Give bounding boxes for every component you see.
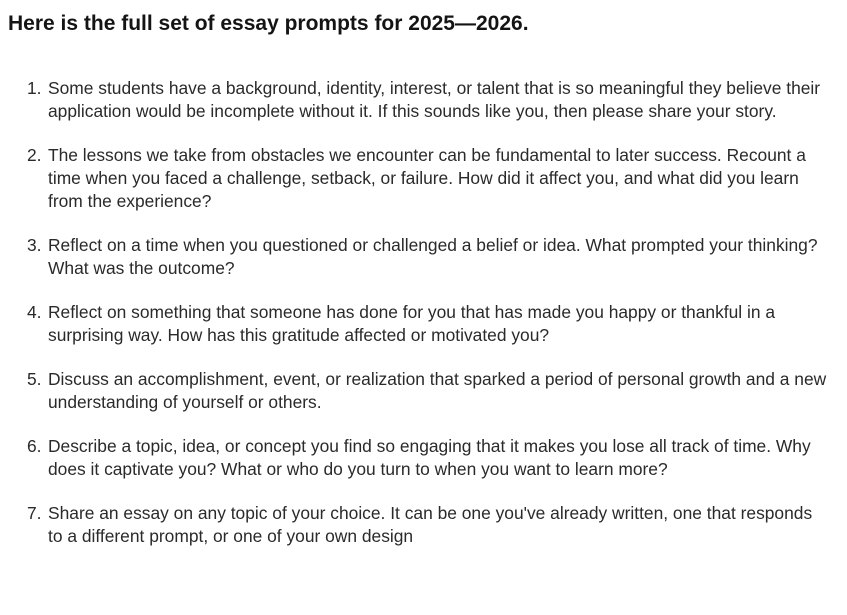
prompt-text: Share an essay on any topic of your choice. It can be one you've already written, one that responds to a different prompt, or one of your own design: [48, 503, 813, 546]
page-heading: Here is the full set of essay prompts for 2025—2026.: [8, 12, 529, 35]
prompt-number: 2.: [27, 145, 42, 165]
prompt-number: 6.: [27, 436, 42, 456]
essay-prompt-5: [0, 368, 847, 414]
prompt-text: Discuss an accomplishment, event, or realization that sparked a period of personal growth and a new understanding of yourself or others.: [48, 369, 827, 412]
prompt-number: 7.: [27, 503, 42, 523]
essay-prompt-6: [0, 435, 847, 481]
prompt-text: Reflect on a time when you questioned or challenged a belief or idea. What prompted your thinking? What was the outcome?: [48, 235, 818, 278]
prompt-text: Some students have a background, identity, interest, or talent that is so meaningful they believe their application would be incomplete without it. If this sounds like you, then please share your story.: [48, 78, 821, 121]
prompt-number: 1.: [27, 78, 42, 98]
prompt-number: 4.: [27, 302, 42, 322]
essay-prompt-3: [0, 234, 847, 280]
prompt-number: 5.: [27, 369, 42, 389]
prompt-text: The lessons we take from obstacles we encounter can be fundamental to later success. Recount a time when you faced a challenge, setback, or failure. How did it affect you, and what did you learn from the experience?: [48, 145, 806, 211]
prompt-text: Describe a topic, idea, or concept you find so engaging that it makes you lose all track of time. Why does it captivate you? What or who do you turn to when you want to learn more?: [48, 436, 811, 479]
prompt-text: Reflect on something that someone has done for you that has made you happy or thankful in a surprising way. How has this gratitude affected or motivated you?: [48, 302, 776, 345]
essay-prompt-4: [0, 301, 847, 347]
prompt-number: 3.: [27, 235, 42, 255]
essay-prompt-list: [0, 77, 847, 569]
essay-prompt-1: [0, 77, 847, 123]
essay-prompt-7: [0, 502, 847, 548]
essay-prompt-2: [0, 144, 847, 213]
